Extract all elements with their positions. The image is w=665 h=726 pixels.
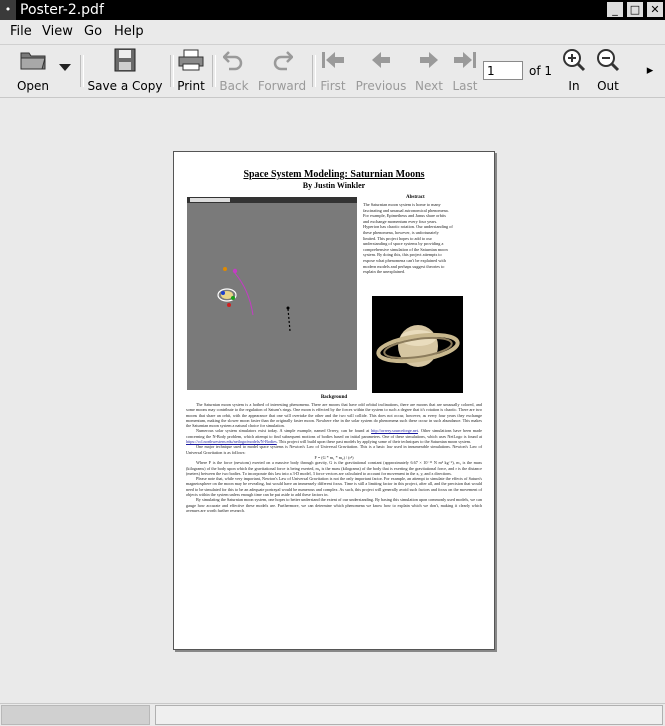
menu-file[interactable]: File <box>10 24 32 39</box>
paragraph: Where F is the force (newtons) exerted on a massive body through gravity, G is the gravitational constant (approximately 6.67 × 10⁻¹¹ N m² kg⁻²), m₁ is the mass (kilograms) of the body upon which the gravitational force is being exerted, m₂ is the mass (kilograms) of the body that is exerting the gravitational force, and r is the distance (meters) between the two bodies. To incorporate this law into a 3-D model, 3 force vectors are calculated to account for movement in the x, y, and z directions. <box>186 460 482 476</box>
save-copy-label: Save a Copy <box>87 79 163 93</box>
next-page-button[interactable] <box>412 45 446 97</box>
poster-title: Space System Modeling: Saturnian Moons <box>243 169 425 180</box>
zoom-out-button[interactable] <box>592 45 624 97</box>
toolbar <box>0 45 665 98</box>
page-count-label: of 1 <box>529 64 553 78</box>
orrery-link[interactable]: http://orrery.sourceforge.net <box>371 428 418 434</box>
menu-go[interactable]: Go <box>84 24 103 39</box>
print-button[interactable] <box>174 45 208 97</box>
abstract-heading: Abstract <box>406 195 425 200</box>
netlogo-link[interactable]: https://ccl.northwestern.edu/netlogo/models/N-Bodies <box>186 439 277 445</box>
chevron-down-icon <box>59 64 71 72</box>
print-label: Print <box>177 79 205 93</box>
arrow-right-icon <box>419 51 439 69</box>
paragraph-text: Numerous solar system simulators exist today. A simple example, named Orrery, can be found at <box>196 428 370 434</box>
paragraph-text: This project will build upon these past models by applying some of their techniques to the Saturnian moon system. <box>278 439 471 445</box>
simulation-screenshot-image <box>187 197 357 390</box>
last-page-icon <box>453 51 477 69</box>
open-label: Open <box>16 79 50 93</box>
first-page-button[interactable] <box>316 45 350 97</box>
poster-author: By Justin Winkler <box>302 181 366 190</box>
background-body <box>186 402 482 513</box>
page-number-input[interactable] <box>483 61 523 80</box>
last-label: Last <box>452 79 478 93</box>
forward-label: Forward <box>257 79 307 93</box>
zoom-in-button[interactable] <box>558 45 590 97</box>
minimize-button[interactable]: _ <box>607 2 623 17</box>
printer-icon <box>178 49 204 71</box>
save-copy-button[interactable] <box>86 45 164 97</box>
window-menu-button[interactable]: • <box>0 0 16 20</box>
menu-view[interactable]: View <box>42 24 73 39</box>
zoom-out-label: Out <box>597 79 619 93</box>
window-title: Poster-2.pdf <box>20 2 104 18</box>
window-titlebar <box>0 0 665 20</box>
folder-icon <box>19 49 47 71</box>
undo-arrow-icon <box>223 49 245 71</box>
first-page-icon <box>321 51 345 69</box>
gravitation-equation: F = (G * m₁ * m₂) / (r²) <box>314 454 354 460</box>
status-progress-field <box>1 705 150 725</box>
open-button[interactable] <box>12 45 54 97</box>
pdf-page <box>173 151 495 650</box>
open-recent-dropdown[interactable] <box>56 45 74 97</box>
last-page-button[interactable] <box>448 45 482 97</box>
zoom-in-label: In <box>568 79 580 93</box>
toolbar-overflow-button[interactable]: ▸ <box>646 63 654 78</box>
floppy-disk-icon <box>114 48 136 72</box>
previous-label: Previous <box>355 79 407 93</box>
forward-button[interactable] <box>256 45 308 97</box>
paragraph-text: Other simulations have been made concerning the N-Body problem, which attempt to find subsequent motions of bodies based on initial parameters. One of these simulations, which uses NetLogo is found at <box>186 428 482 439</box>
toolbar-separator <box>80 55 84 87</box>
status-bar <box>0 703 665 726</box>
menu-bar <box>0 20 665 45</box>
paragraph: Numerous solar system simulators exist today. A simple example, named Orrery, can be found at http://orrery.sourceforge.net. Other simulations have been made concerning the N-Body problem, which attempt to find subsequent motions of bodies based on initial parameters. One of these simulations, which uses NetLogo is found at https://ccl.northwestern.edu/netlogo/models/N-Bodies. This project will build upon these past models by applying some of their techniques to the Saturnian moon system. <box>186 428 482 445</box>
back-button[interactable] <box>216 45 252 97</box>
status-message-field <box>155 705 663 725</box>
first-label: First <box>320 79 346 93</box>
saturn-photo-image <box>372 296 463 393</box>
redo-arrow-icon <box>271 49 293 71</box>
menu-help[interactable]: Help <box>114 24 144 39</box>
paragraph: One major technique used to model space systems is Newton's Law of Universal Gravitation. This is a basic law used in innumerable simulations. Newton's Law of Universal Gravitation is as follows: <box>186 444 482 455</box>
background-heading: Background <box>320 395 348 400</box>
arrow-left-icon <box>371 51 391 69</box>
zoom-in-icon <box>562 48 586 72</box>
paragraph: The Saturnian moon system is a hotbed of interesting phenomena. There are moons that have odd orbital inclinations, there are moons that are unusually colored, and some moons may contribute to the regulation of Saturn's rings. One moon is effected by the forces within the system to such a degree that it's rotation is chaotic. There are two moons that share an orbit, with the appearance that one will overtake the other and the two will collide. This does not occur, however, as every four years they exchange momentum, making the slower moon faster than the originally faster moon. Nowhere else in the solar system do phenomena such these occur in such abundance. This makes the Saturnian moon system a natural choice for simulation. <box>186 402 482 429</box>
previous-page-button[interactable] <box>352 45 410 97</box>
maximize-button[interactable]: □ <box>627 2 643 17</box>
paragraph: By simulating the Saturnian moon system, one hopes to better understand the extent of our understanding. By basing this simulation upon commonly used models, we can gauge how accurate and effective these models are. Furthermore, we can determine which phenomena we know how to explain which we don't, making it clearly which avenues are worth further research. <box>186 497 482 513</box>
back-label: Back <box>219 79 249 93</box>
abstract-text: The Saturnian moon system is home to many fascinating and unusual astronomical phenomena. For example, Epimetheus and Janus share orbits and exchange momentum every four years. Hyperion has chaotic rotation. Our understanding of these phenomena, however, is unfortunately limited. This project hopes to add to our understanding of space systems by providing a comprehensive simulation of the Saturnian moon system. By doing this, this project attempts to expose what phenomena can't be explained with modern models and perhaps suggest theories to explain the unexplained. <box>363 202 453 275</box>
close-button[interactable]: ✕ <box>647 2 663 17</box>
paragraph: Please note that, while very important, Newton's Law of Universal Gravitation is not the only important factor. For example, an attempt to simulate the effects of Saturn's magnetosphere on the moon may be revealing, but would have an immensely different focus. Time is still a limiting factor in this project, after all, and the precision that would need to be simulated for this to be an adequate portrayal would be numerous and complex. As such, this project will generally avoid such factors and focus on the movement of objects within the system unless enough time can be put aside to add these factors in. <box>186 476 482 498</box>
zoom-out-icon <box>596 48 620 72</box>
next-label: Next <box>415 79 443 93</box>
